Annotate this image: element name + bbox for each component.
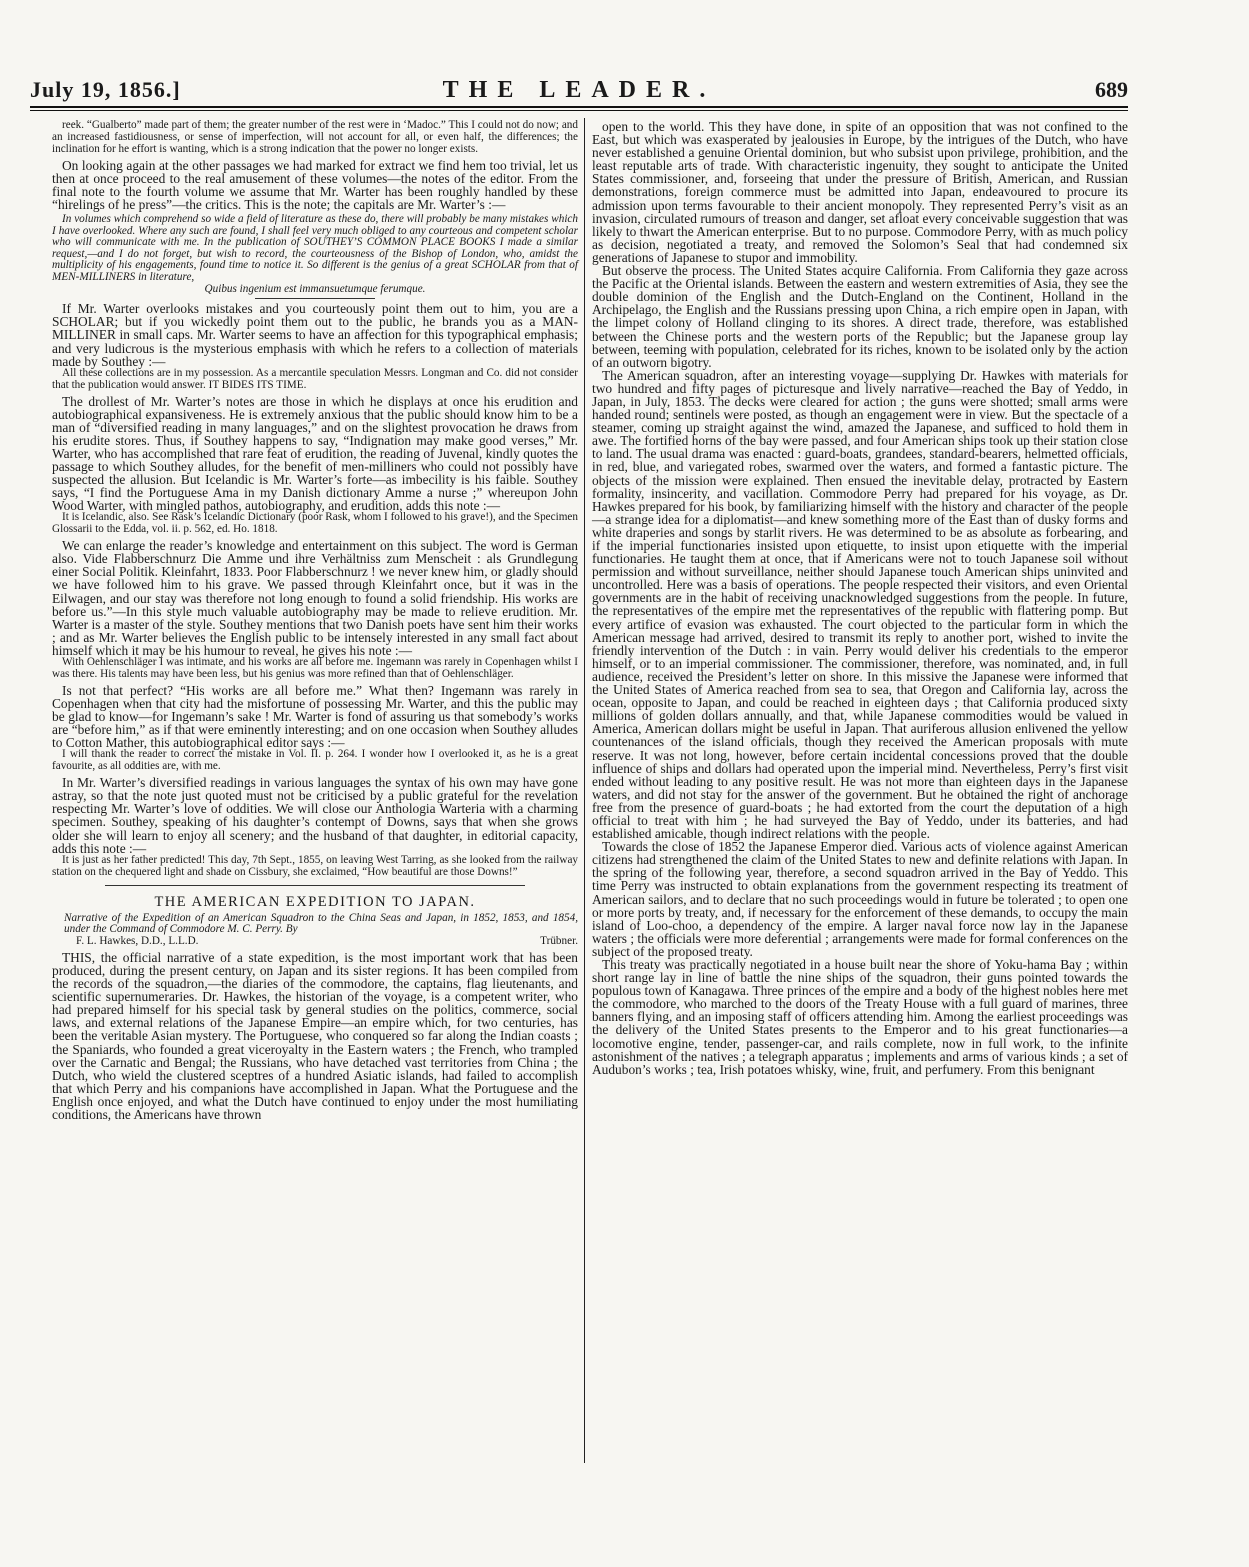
right-column: [592, 120, 1128, 1076]
review-author-line: [52, 936, 578, 948]
review-publisher: Trübner.: [540, 935, 578, 948]
article-body: THIS, the official narrative of a state expedition, is the most important work that has been produced, during the present century, on Japan and its sister regions. It has been compiled from the records of the squadron,—the diaries of the commodore, the captains, flag lieutenants, and scientific supernumeraries. Dr. Hawkes, the historian of the voyage, is a competent writer, who had prepared himself for his special task by general studies on the politics, commerce, social laws, and external relations of the Japanese Empire—an empire which, for two centuries, has been the veritable Asian mystery. The Portuguese, who conquered so far along the Indian coasts ; the Spaniards, who founded a great viceroyalty in the Eastern waters ; the French, who trampled over the Carnatic and Bengal; the Russians, who have detached vast territories from China ; the Dutch, who wield the clustered sceptres of a hundred Asiatic islands, had failed to accomplish that which Perry and his companions have accomplished in Japan. What the Portuguese and the English once enjoyed, and what the Dutch have continued to enjoy under the most humiliating conditions, the Americans have thrown: [52, 949, 578, 1123]
newspaper-title: THE LEADER.: [442, 77, 716, 103]
paragraph-looking-again: On looking again at the other passages we had marked for extract we find hem too trivial, let us then at once proceed to the real amusement of these volumes—the notes of the editor. From the final note to the fourth volume we assume that Mr. Warter has been roughly handled by these “hirelings of he press”—the critics. This is the note; the capitals are Mr. Warter’s :—: [52, 157, 578, 212]
left-column: [52, 120, 578, 1121]
header-rule-thick: [30, 106, 1128, 108]
quote-warter-note: In volumes which comprehend so wide a field of literature as these do, there will probably be many mistakes which I have overlooked. Where any such are found, I shall feel very much obliged to any courteous and competent scholar who will communicate with me. In the publication of SOUTHEY’S COMMON PLACE BOOKS I made a similar request,—and I do not forget, but wish to record, the courteousness of the Bishop of London, who, amidst the multiplicity of his engagements, found time to notice it. So different is the genius of a great SCHOLAR from that of MEN-MILLINERS in literature,: [52, 213, 578, 284]
separator-line: [255, 298, 375, 299]
paragraph-drollest: The drollest of Mr. Warter’s notes are those in which he displays at once his erudition and autobiographical expansiveness. He is extremely anxious that the public should know him to be a man of “diversified reading in many languages,” and on the slightest provocation he draws from his erudite stores. Thus, if Southey happens to say, “Indignation may make good verses,” Mr. Warter, who has accomplished that rare feat of erudition, the reading of Juvenal, kindly quotes the passage to which Southey alludes, for the benefit of men-milliners who could not possibly have suspected the allusion. But Icelandic is Mr. Warter’s forte—as imbecility is his faible. Southey says, “I find the Portuguese Ama in my Danish dictionary Amme a nurse ;” whereupon John Wood Warter, with mingled pathos, autobiography, and erudition, adds this note :—: [52, 393, 578, 514]
quote-southey-madoc: reek. “Gualberto” made part of them; the greater number of the rest were in ‘Madoc.” This I could not do now; and an increased fastidiousness, or sense of imperfection, will not account for all, or even half, the differences; the inclination for he effort is wanting, which is a strong indication that the power no longer exists.: [52, 119, 578, 155]
paragraph-treaty: This treaty was practically negotiated in a house built near the shore of Yoku-hama Bay ; within short range lay in line of battle the nine ships of the squadron, their guns pointed towards the populous town of Kanagawa. Three princes of the empire and a body of the highest nobles here met the commodore, who marched to the doors of the Treaty House with a full guard of marines, three banners flying, and an imposing staff of officers attending him. Among the earliest proceedings was the delivery of the United States presents to the Emperor and to his great functionaries—a locomotive engine, tender, passenger-car, and rails complete, now in full work, to the infinite astonishment of the natives ; a telegraph apparatus ; implements and arms of various kinds ; a set of Audubon’s works ; tea, Irish potatoes whisky, wine, fruit, and perfumery. From this benignant: [592, 957, 1128, 1077]
review-citation: Narrative of the Expedition of an American Squadron to the China Seas and Japan, in 1852, 1853, and 1854, under the Command of Commodore M. C. Perry. By: [64, 911, 578, 936]
paragraph-scholar: If Mr. Warter overlooks mistakes and you courteously point them out to him, you are a SCHOLAR; but if you wickedly point them out to the public, he brands you as a MAN-MILLINER in small caps. Mr. Warter seems to have an affection for this typographical emphasis; and very ludicrous is the mysterious emphasis with which he refers to a collection of materials made by Southey :—: [52, 301, 578, 369]
quote-oehlenschlager: With Oehlenschläger I was intimate, and his works are all before me. Ingemann was rarely in Copenhagen whilst I was there. His talents may have been less, but his genius was more refined than that of Oehlenschläger.: [52, 656, 578, 680]
paragraph-squadron: The American squadron, after an interesting voyage—supplying Dr. Hawkes with materials for two hundred and fifty pages of picturesque and lively narrative—reached the Bay of Yeddo, in Japan, in July, 1853. The decks were cleared for action ; the guns were shotted; small arms were handed round; sentinels were posted, as though an engagement were in view. But the spectacle of a steamer, coming up straight against the wind, amazed the Japanese, and sufficed to hold them in awe. The fortified horns of the bay were passed, and four American ships took up their station close to land. The usual drama was enacted : guard-boats, grandees, standard-bearers, helmetted officials, in red, blue, and variegated robes, swarmed over the waters, and formed a fantastic picture. The objects of the mission were explained. Then ensued the inevitable delay, protracted by Eastern formality, insincerity, and vacillation. Commodore Perry had prepared for his voyage, as Dr. Hawkes prepared for his book, by familiarizing himself with the history and character of the people—a strange idea for a diplomatist—and knew something more of the East than of dusky forms and white draperies and songs by starlit rivers. He was determined to be as absolute as forbearing, and if the imperial functionaries insisted upon etiquette, to insist upon etiquette with the imperial functionaries. He taught them at once, that if Americans were not to touch Japanese soil without permission and without surveillance, neither should Japanese touch American ships uninvited and uncontrolled. Here was a basis of operations. The people respected their visitors, and even Oriental governments are in the habit of receiving unacknowledged suggestions from the people. In future, the representatives of the empire met the representatives of the republic with flattering pomp. But every artifice of evasion was exhausted. The court objected to the particular form in which the American message had arrived, desired to transmit its reply to another port, wished to invite the friendly intervention of the Dutch : in vain. Perry would deliver his credentials to the emperor himself, or to an imperial commissioner. The commissioner, therefore, was nominated, and, in full audience, received the President’s letter on shore. In this missive the Japanese were informed that the United States of America reached from sea to sea, that Oregon and California lay, across the ocean, opposite to Japan, and could be reached in eighteen days ; that California produced sixty millions of golden dollars annually, and that, while Japanese commodities would be valued in America, American dollars might be useful in Japan. That auriferous allusion enlivened the yellow countenances of the island officials, though they received the American proposals with mute reserve. It was not long, however, before certain incidental concessions proved that the double influence of ships and dollars had operated upon the imperial mind. Nevertheless, Perry’s first visit ended without leading to any positive result. He was not more than eighteen days in the Japanese waters, and did not stay for the answer of the government. But he obtained the right of anchorage free from the presence of guard-boats ; he had extorted from the court the deputation of a high official to treat with him ; he had surveyed the Bay of Yeddo, under its batteries, and had established amicable, though indirect relations with the people.: [592, 367, 1128, 842]
issue-date: July 19, 1856.]: [30, 77, 181, 102]
paragraph-open-world: open to the world. This they have done, in spite of an opposition that was not confined to the East, but which was exasperated by jealousies in Europe, by the intrigues of the Dutch, who have never established a genuine Oriental dominion, but who subsist upon privilege, prohibition, and the least reputable arts of trade. With characteristic ingenuity, they sought to anticipate the United States commissioner, and, forseeing that under the pressure of British, American, and Russian demonstrations, foreign commerce must be admitted into Japan, endeavoured to procure its admission upon terms favourable to their ancient monopoly. They represented Perry’s visit as an invasion, circulated rumours of treason and danger, set afloat every conceivable suggestion that was likely to thwart the American enterprise. But to no purpose. Commodore Perry, with as much policy as decision, negotiated a treaty, and removed the Solomon’s Seal that had condemned six generations of Japanese to stupor and immobility.: [592, 119, 1128, 265]
review-author: F. L. Hawkes, D.D., L.L.D.: [76, 935, 199, 948]
quote-latin-line: Quibus ingenium est immansuetumque ferumque.: [204, 282, 426, 295]
paragraph-emperor-died: Towards the close of 1852 the Japanese Emperor died. Various acts of violence against American citizens had strengthened the claim of the United States to new and definite relations with Japan. In the spring of the following year, therefore, a second squadron arrived in the Bay of Yeddo. This time Perry was instructed to obtain explanations from the government respecting its treatment of American sailors, and to declare that no such proceedings would in future be tolerated ; to open one or more ports by treaty, and, if necessary for the enforcement of these demands, to occupy the main island of Loo-choo, a dependency of the empire. A larger naval force now lay in the Japanese waters ; the officials were more deferential ; arrangements were made for formal conferences on the subject of the proposed treaty.: [592, 839, 1128, 959]
header-rule-thin: [30, 110, 1128, 111]
article-title: THE AMERICAN EXPEDITION TO JAPAN.: [154, 893, 476, 910]
quote-downs: It is just as her father predicted! This day, 7th Sept., 1855, on leaving West Tarring, as she looked from the railway station on the chequered light and shade on Cissbury, she exclaimed, “How beautiful are those Downs!”: [52, 853, 578, 878]
paragraph-diversified: In Mr. Warter’s diversified readings in various languages the syntax of his own may have gone astray, so that the note just quoted must not be criticised by a public grateful for the revelation respecting Mr. Warter’s love of oddities. We will close our Anthologia Warteria with a charming specimen. Southey, speaking of his daughter’s contempt of Downs, says that when she grows older she will learn to enjoy all scenery; and the husband of that daughter, in editorial capacity, adds this note :—: [52, 775, 578, 856]
paragraph-california: But observe the process. The United States acquire California. From California they gaze across the Pacific at the Oriental islands. Between the eastern and western extremities of Asia, they see the double dominion of the English and the Dutch-England on the Continent, Holland in the Archipelago, the English and the Russians pressing upon China, a rich empire open in Japan, with the limpet colony of Holland clinging to its shores. A direct trade, therefore, was established between the Chinese ports and the western ports of the Republic; but the Japanese group lay between, teeming with population, celebrated for its riches, known to be isolated only by the action of an outworn bigotry.: [592, 263, 1128, 370]
page-number: 689: [1095, 77, 1128, 102]
column-divider: [584, 118, 585, 1463]
paragraph-perfect: Is not that perfect? “His works are all before me.” What then? Ingemann was rarely in Copenhagen when that city had the misfortune of possessing Mr. Warter, and this the public may be glad to know—for Ingemann’s sake ! Mr. Warter is fond of assuring us that somebody’s works are “before him,” as if that were eminently interesting; and on one occasion when Southey alludes to Cotton Mather, this autobiographical editor says :—: [52, 682, 578, 751]
quote-collections: All these collections are in my possession. As a mercantile speculation Messrs. Longman and Co. did not consider that the publication would answer. IT BIDES ITS TIME.: [52, 366, 578, 391]
paragraph-enlarge: We can enlarge the reader’s knowledge and entertainment on this subject. The word is German also. Vide Flabberschnurz Die Amme und ihre Verhältniss zum Menscheit : als Grundlegung einer Social Politik. Kleinfahrt, 1833. Poor Flabberschnurz ! we never knew him, or gladly should we have followed him to his grave. We passed through Kleinfahrt once, but it was in the Eilwagen, and our stay was therefore not long enough to found a solid friendship. His works are before us.”—In this style much valuable autobiography may be made to relieve erudition. Mr. Warter is a master of the style. Southey mentions that two Danish poets have sent him their works ; and as Mr. Warter believes the English public to be intensely interested in any small fact about himself which it may be his humour to reveal, he gives his note :—: [52, 538, 578, 658]
quote-mistake: I will thank the reader to correct the mistake in Vol. II. p. 264. I wonder how I overlooked it, as he is a great favourite, as all oddities are, with me.: [52, 748, 578, 773]
article-separator: [105, 885, 525, 886]
quote-icelandic: It is Icelandic, also. See Rask’s Icelandic Dictionary (poor Rask, whom I followed to his grave!), and the Specimen Glossarii to the Edda, vol. ii. p. 562, ed. Ho. 1818.: [52, 511, 578, 536]
page-header: [30, 75, 1128, 105]
